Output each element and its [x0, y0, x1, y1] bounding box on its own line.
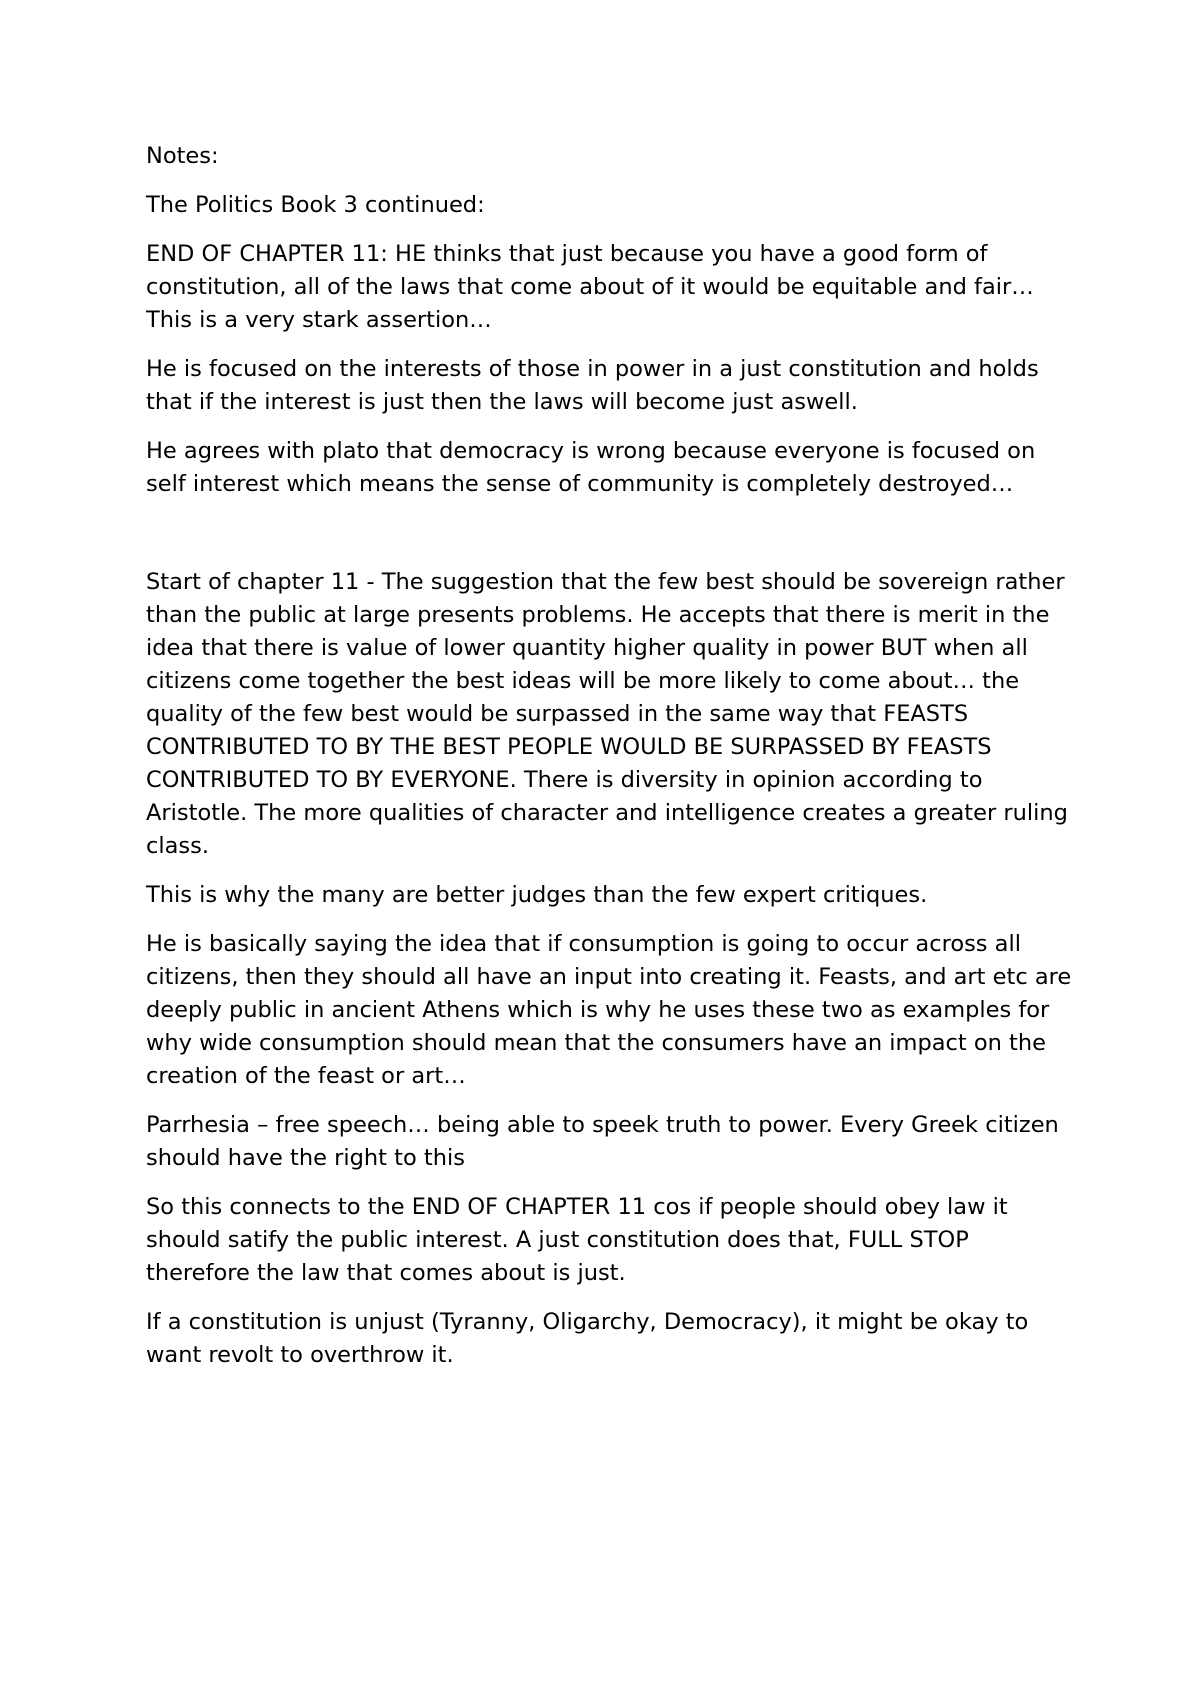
document-body	[146, 140, 1076, 1388]
book-subheading: The Politics Book 3 continued:	[146, 192, 485, 218]
paragraph-judges: This is why the many are better judges than the few expert critiques.	[146, 882, 928, 908]
paragraph-unjust: If a constitution is unjust (Tyranny, Oligarchy, Democracy), it might be okay to want revolt to overthrow it.	[146, 1309, 1029, 1368]
paragraph-parrhesia: Parrhesia – free speech… being able to speek truth to power. Every Greek citizen should have the right to this	[146, 1112, 1059, 1171]
notes-heading: Notes:	[146, 143, 219, 169]
paragraph-consumption: He is basically saying the idea that if consumption is going to occur across all citizens, then they should all have an input into creating it. Feasts, and art etc are deeply public in ancient Athens which is why he uses these two as examples for why wide consumption should mean that the consumers have an impact on the creation of the feast or art…	[146, 931, 1072, 1089]
paragraph-end-of-chapter: END OF CHAPTER 11: HE thinks that just because you have a good form of constitution, all of the laws that come about of it would be equitable and fair… This is a very stark assertion…	[146, 241, 1034, 333]
paragraph-interests: He is focused on the interests of those in power in a just constitution and holds that if the interest is just then the laws will become just aswell.	[146, 356, 1039, 415]
paragraph-connects: So this connects to the END OF CHAPTER 11 cos if people should obey law it should satify the public interest. A just constitution does that, FULL STOP therefore the law that comes about is just.	[146, 1194, 1008, 1286]
empty-paragraph	[146, 517, 1076, 550]
paragraph-plato: He agrees with plato that democracy is wrong because everyone is focused on self interest which means the sense of community is completely destroyed…	[146, 438, 1036, 497]
paragraph-start-of-chapter: Start of chapter 11 - The suggestion that the few best should be sovereign rather than the public at large presents problems. He accepts that there is merit in the idea that there is value of lower quantity higher quality in power BUT when all citizens come together the best ideas will be more likely to come about… the quality of the few best would be surpassed in the same way that FEASTS CONTRIBUTED TO BY THE BEST PEOPLE WOULD BE SURPASSED BY FEASTS CONTRIBUTED TO BY EVERYONE. There is diversity in opinion according to Aristotle. The more qualities of character and intelligence creates a greater ruling class.	[146, 569, 1068, 859]
